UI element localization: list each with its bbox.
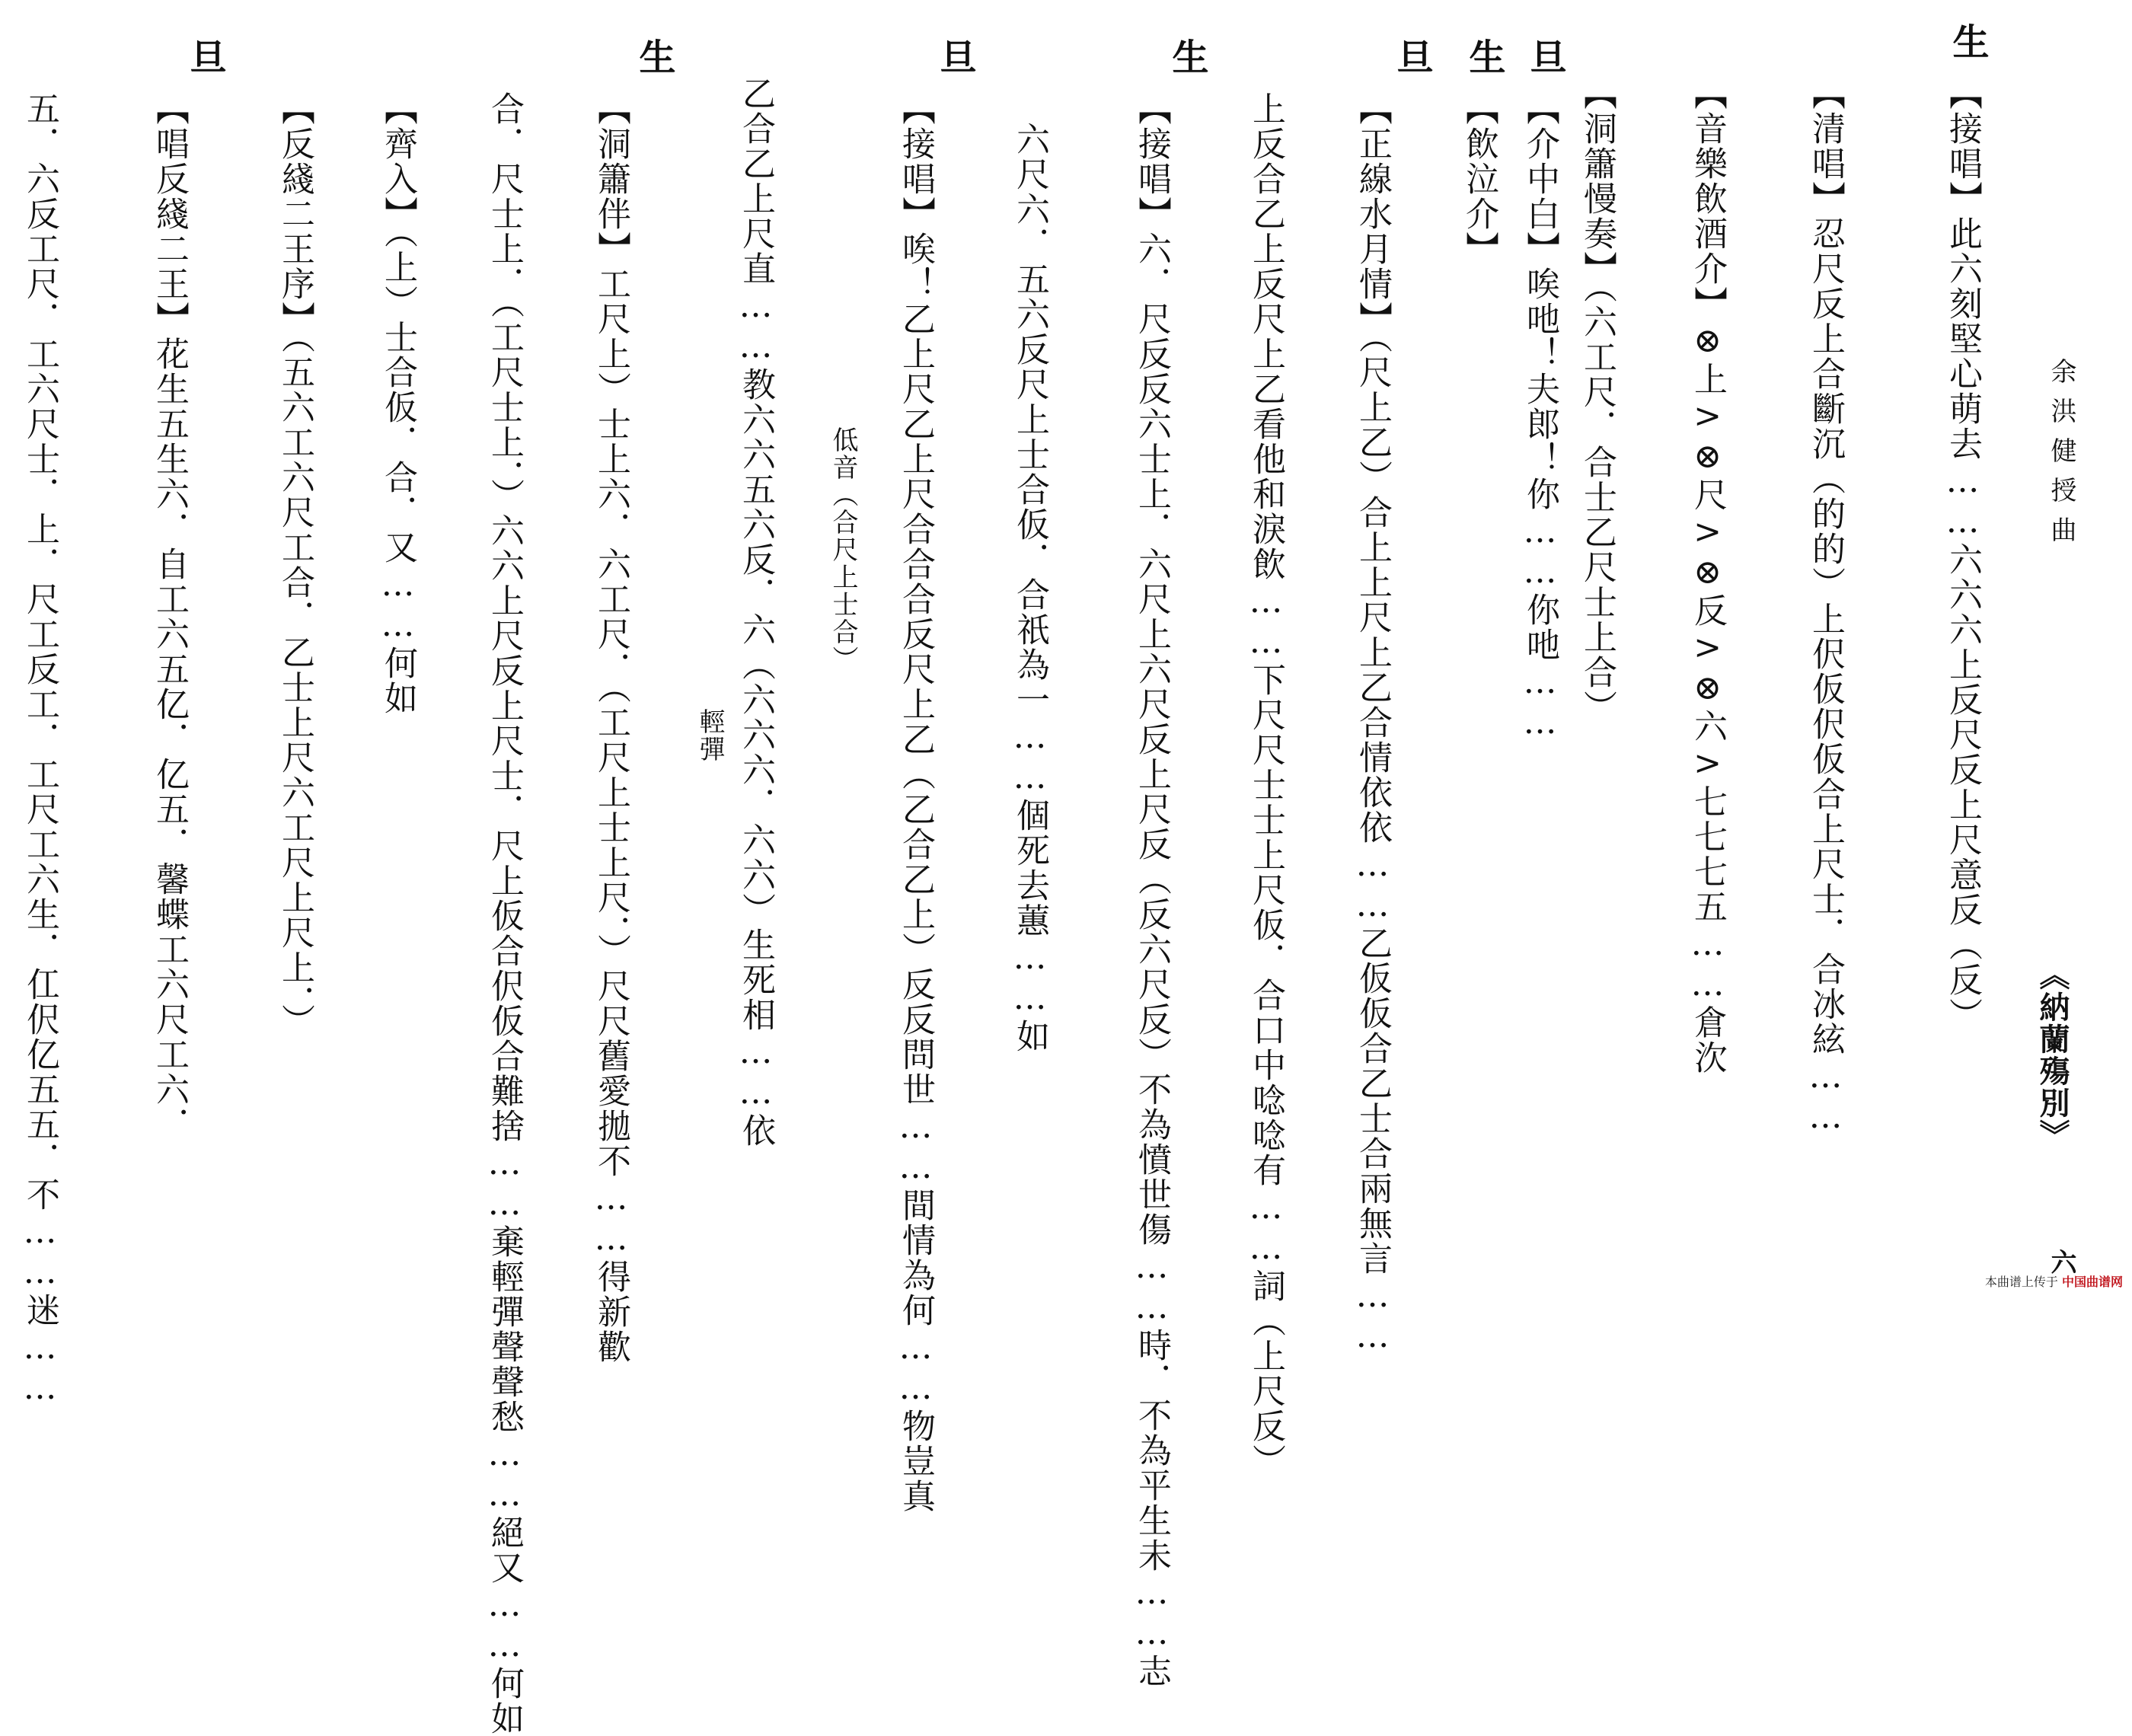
- site-logo: 中国曲谱网: [2061, 1275, 2123, 1289]
- score-column: 乙合乙上尺直……教六六五六反．六（六六六．六六）生死相……依: [736, 76, 775, 1148]
- score-column: 【接唱】六．尺反反六士上．六尺上六尺反上尺反（反六尺反）不為憤世傷……時．不為平生未……志: [1132, 91, 1171, 1689]
- score-column: 上反合乙上反尺上乙看他和淚飲……下尺尺士士上尺仮．合口中唸唸有……詞（上尺反）: [1246, 91, 1285, 1479]
- score-column: 【唱反綫二王】花生五生六．自工六五亿．亿五．馨蝶工六尺工六．: [150, 91, 189, 1142]
- score-column: 六尺六．五六反尺上士合仮．合祇為一……個死去蕙……如: [1010, 122, 1049, 1054]
- score-column: 合．尺士上．（工尺士上．）六六上尺反上尺士．尺上仮合伬仮合難捨……棄輕彈聲聲愁……絕又……何如: [485, 91, 524, 1736]
- song-title: 《納蘭殤別》: [2035, 959, 2070, 1151]
- role-label: 生: [1946, 23, 1989, 61]
- score-column: 【接唱】此六刻堅心萌去……六六六上反尺反上尺意反（反）: [1943, 76, 1982, 1032]
- score-column: 【介中白】唉吔！夫郎！你……你吔……: [1521, 91, 1559, 743]
- score-column: 【音樂飲酒介】⊗上>⊗尺>⊗反>⊗六>七七七五……倉㳄: [1688, 76, 1727, 1075]
- page-number: 六: [2046, 1249, 2076, 1276]
- soft-play-marker: 輕彈: [694, 708, 725, 763]
- role-label: 旦: [184, 38, 226, 76]
- footer-text: 本曲谱上传于: [1984, 1275, 2058, 1289]
- role-label: 生: [1166, 38, 1208, 76]
- low-pitch-note: 低音（合尺上士合）: [828, 426, 858, 673]
- score-column: 【接唱】唉！乙上尺乙上尺合合合反尺上乙（乙合乙上）反反問世……間情為何……物豈真: [896, 91, 935, 1514]
- score-column: 五．六反工尺．工六尺士．上．尺工反工．工尺工六生．仜伬亿五五．不……迷……: [21, 91, 59, 1409]
- score-column: 【齊入】（上）士合仮．合．又……何如: [378, 91, 417, 716]
- footer-watermark: [1985, 1272, 2123, 1290]
- role-label: 旦: [1524, 38, 1566, 76]
- role-label: 旦: [1390, 38, 1433, 76]
- score-column: 【正線水月情】（尺上乙）合上上尺上乙合情依依……乙仮仮合乙士合兩無言……: [1353, 91, 1392, 1357]
- role-label: 旦: [934, 38, 976, 76]
- score-column: 【反綫二王序】（五六工六尺工合．乙士上尺六工尺上尺上．）: [276, 91, 314, 1039]
- score-column: 【洞簫伴】工尺上）士上六．六工尺．（工尺上士上尺．）尺尺舊愛拋不……得新歡: [592, 91, 630, 1364]
- score-column: 【洞簫慢奏】（六工尺．合士乙尺士上合）: [1578, 76, 1617, 725]
- score-column: 【飲泣介】: [1460, 91, 1498, 266]
- score-column: 【清唱】忍尺反上合斷沉（的的）上伬仮伬仮合上尺士．合冰絃……: [1806, 76, 1845, 1138]
- author-credit: 余洪健授曲: [2046, 358, 2076, 556]
- role-label: 生: [1463, 38, 1505, 76]
- role-label: 生: [633, 38, 675, 76]
